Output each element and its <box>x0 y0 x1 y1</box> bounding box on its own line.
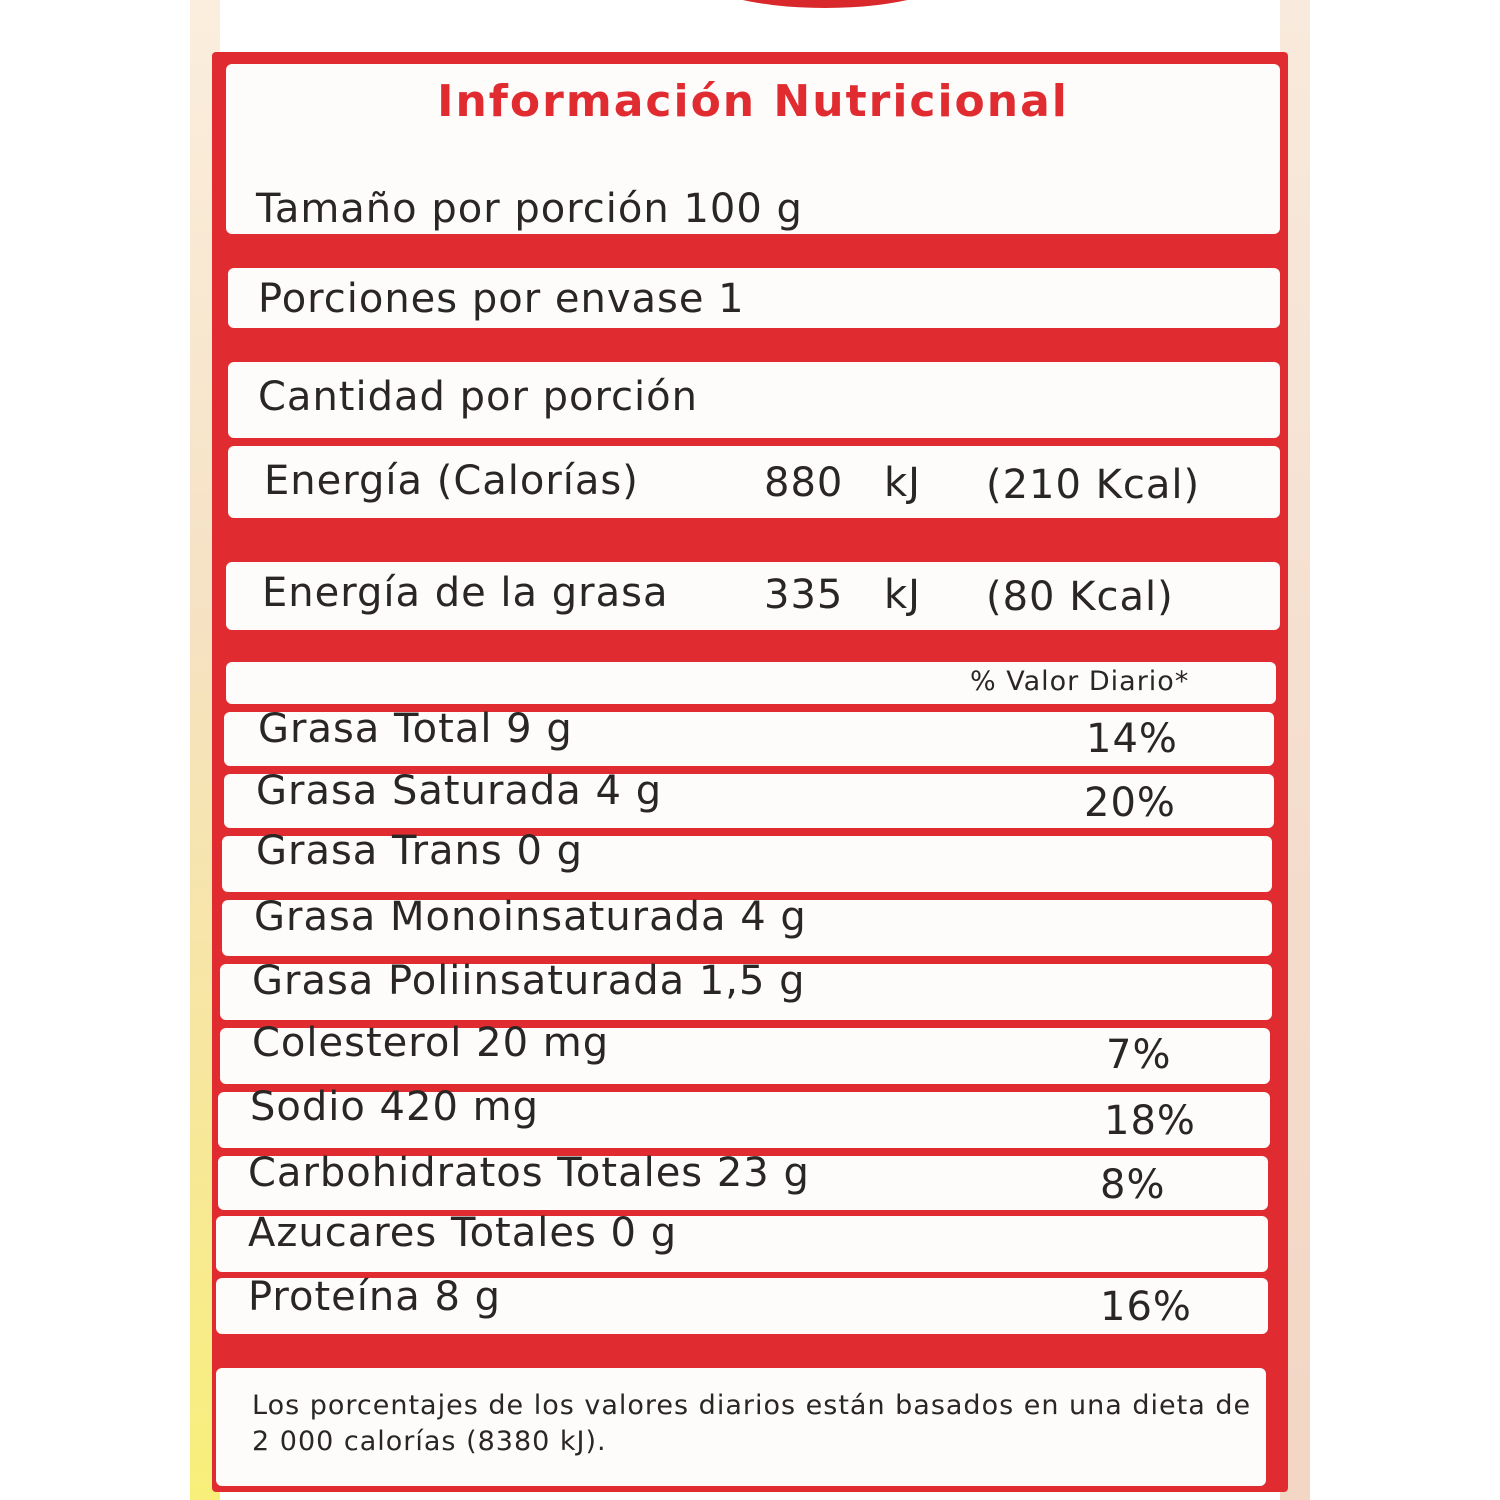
nutrient-name: Grasa Saturada 4 g <box>256 768 663 814</box>
nutrient-row <box>218 1084 1270 1148</box>
nutrient-row <box>222 894 1272 956</box>
energy-row <box>228 446 1280 518</box>
energy-label: Energía (Calorías) <box>264 458 639 504</box>
nutrient-name: Grasa Poliinsaturada 1,5 g <box>252 958 806 1004</box>
nutrient-name: Azucares Totales 0 g <box>248 1210 678 1256</box>
energy-fat-label: Energía de la grasa <box>262 570 669 616</box>
nutrient-row <box>220 958 1272 1020</box>
nutrition-label-panel <box>212 52 1288 1492</box>
energy-unit: kJ <box>884 460 921 506</box>
nutrient-row <box>222 828 1272 892</box>
nutrient-name: Grasa Total 9 g <box>258 706 573 752</box>
nutrient-row <box>220 1020 1270 1084</box>
nutrient-row <box>216 1274 1268 1334</box>
energy-fat-row <box>226 562 1280 630</box>
nutrient-name: Sodio 420 mg <box>250 1084 539 1130</box>
nutrient-dv: 16% <box>1100 1284 1192 1330</box>
nutrient-dv: 14% <box>1086 716 1178 762</box>
daily-value-header: % Valor Diario* <box>970 666 1190 697</box>
nutrient-dv: 8% <box>1100 1162 1166 1208</box>
nutrient-dv: 18% <box>1104 1098 1196 1144</box>
amount-box <box>228 362 1280 438</box>
header-box <box>226 64 1280 234</box>
daily-value-header-row <box>226 662 1276 704</box>
energy-fat-kcal: (80 Kcal) <box>986 574 1174 620</box>
footnote-text: Los porcentajes de los valores diarios están basados en una dieta de 2 000 calorías (8380 kJ). <box>252 1390 1252 1457</box>
nutrient-name: Proteína 8 g <box>248 1274 501 1320</box>
nutrient-row <box>224 768 1274 828</box>
nutrient-row <box>218 1150 1268 1210</box>
nutrient-name: Grasa Monoinsaturada 4 g <box>254 894 807 940</box>
footnote-box <box>216 1368 1266 1486</box>
amount-per-serving: Cantidad por porción <box>258 374 698 420</box>
serving-size: Tamaño por porción 100 g <box>256 186 803 232</box>
nutrient-dv: 7% <box>1106 1032 1172 1078</box>
servings-per-container: Porciones por envase 1 <box>258 276 745 322</box>
nutrient-name: Carbohidratos Totales 23 g <box>248 1150 810 1196</box>
servings-box <box>228 268 1280 328</box>
nutrient-dv: 20% <box>1084 780 1176 826</box>
package-top-arc <box>690 0 960 8</box>
energy-fat-unit: kJ <box>884 572 921 618</box>
nutrient-name: Colesterol 20 mg <box>252 1020 610 1066</box>
nutrient-name: Grasa Trans 0 g <box>256 828 583 874</box>
nutrient-row <box>224 706 1274 766</box>
label-title: Información Nutricional <box>437 76 1069 127</box>
energy-kj: 880 <box>764 460 844 506</box>
nutrient-row <box>216 1210 1268 1272</box>
energy-fat-kj: 335 <box>764 572 844 618</box>
energy-kcal: (210 Kcal) <box>986 462 1201 508</box>
